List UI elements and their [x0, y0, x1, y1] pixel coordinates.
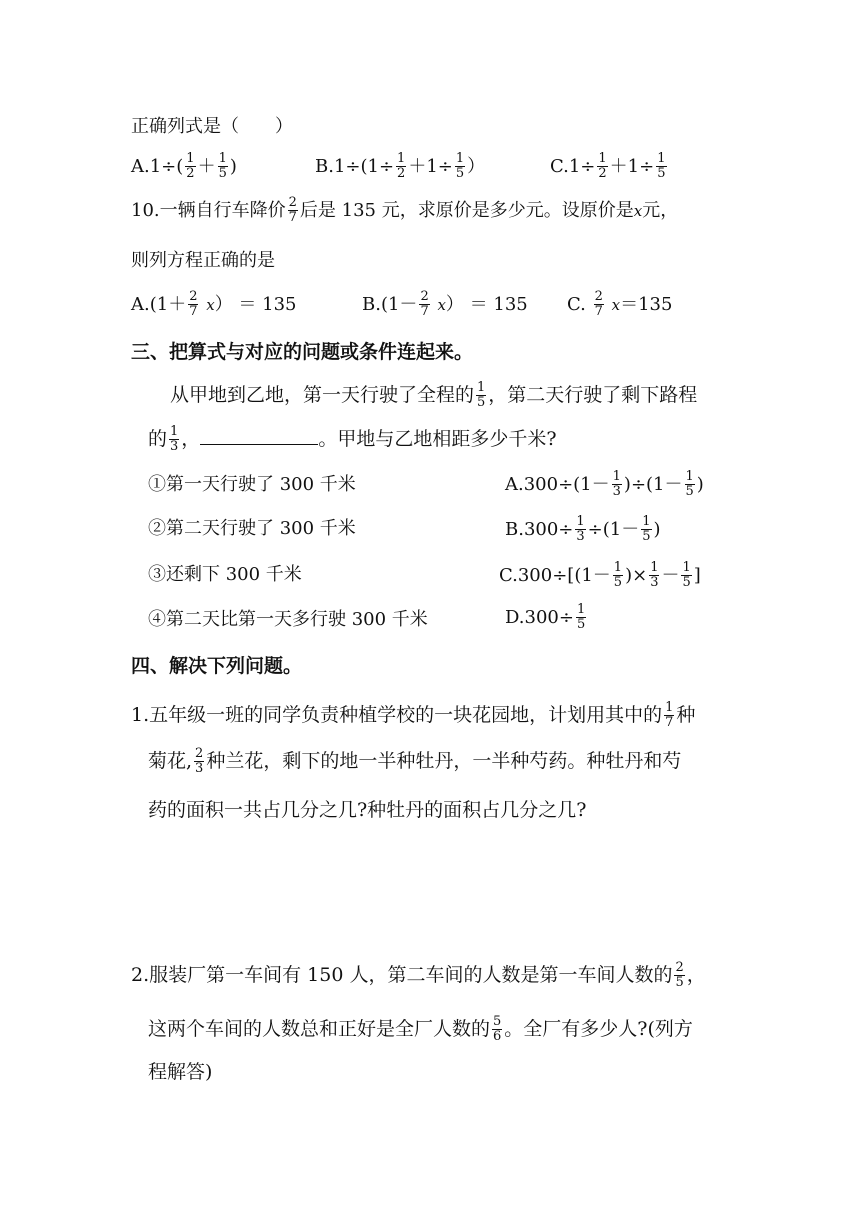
q9-prompt: 正确列式是（ ）	[131, 116, 293, 137]
match-left-1: ①第一天行驶了 300 千米	[148, 474, 356, 495]
fraction: $\frac{1}{5}$	[477, 379, 486, 410]
match-left-3: ③还剩下 300 千米	[148, 564, 302, 585]
fraction: $\frac{2}{3}$	[195, 745, 204, 776]
problem2-line3: 程解答)	[148, 1061, 213, 1083]
fraction: $\frac{2}{7}$	[288, 194, 297, 225]
problem2-line2: 这两个车间的人数总和正好是全厂人数的 $\frac{5}{6}$ 。全厂有多少人?(列方	[148, 1013, 693, 1044]
q10-option-a: A.(1＋ $\frac{2}{7}$ x） ＝ 135	[131, 288, 297, 319]
q10-option-b: B.(1－ $\frac{2}{7}$ x） ＝ 135	[362, 288, 528, 319]
fraction: $\frac{1}{3}$	[576, 513, 585, 544]
match-right-c: C.300÷[(1－ $\frac{1}{5}$ )× $\frac{1}{3}$ － $\frac{1}{5}$ ]	[499, 559, 701, 590]
fraction: $\frac{1}{3}$	[170, 423, 179, 454]
fraction: $\frac{5}{6}$	[493, 1013, 502, 1044]
q9-option-b: B.1÷(1÷ $\frac{1}{2}$ ＋1÷ $\frac{1}{5}$ ）	[315, 150, 486, 181]
match-right-a: A.300÷(1－ $\frac{1}{3}$ )÷(1－ $\frac{1}{5}$ )	[505, 468, 704, 499]
fraction: $\frac{1}{2}$	[598, 150, 607, 181]
fraction: $\frac{1}{3}$	[650, 559, 659, 590]
q10-option-c: C. $\frac{2}{7}$ x＝135	[567, 288, 673, 319]
fraction: $\frac{1}{5}$	[657, 150, 666, 181]
problem2-line1: 2.服装厂第一车间有 150 人，第二车间的人数是第一车间人数的 $\frac{2}{5}$ ，	[131, 959, 706, 990]
fraction: $\frac{1}{5}$	[685, 468, 694, 499]
match-right-d: D.300÷ $\frac{1}{5}$	[505, 602, 586, 632]
fraction: $\frac{1}{5}$	[455, 150, 465, 181]
match-left-4: ④第二天比第一天多行驶 300 千米	[148, 609, 428, 630]
fraction: $\frac{1}{3}$	[612, 468, 621, 499]
answer-blank[interactable]	[200, 428, 318, 445]
q10-line1: 10.一辆自行车降价 $\frac{2}{7}$ 后是 135 元，求原价是多少元。设原价是x元，	[131, 194, 679, 225]
match-left-2: ②第二天行驶了 300 千米	[148, 518, 356, 539]
fraction: $\frac{2}{7}$	[420, 288, 429, 319]
fraction: $\frac{2}{7}$	[594, 288, 603, 319]
problem1-line2: 菊花, $\frac{2}{3}$ 种兰花，剩下的地一半种牡丹，一半种芍药。种牡丹和芍	[148, 745, 682, 776]
fraction: $\frac{1}{2}$	[186, 150, 195, 181]
fraction: $\frac{1}{5}$	[576, 602, 586, 632]
match-right-b: B.300÷ $\frac{1}{3}$ ÷(1－ $\frac{1}{5}$ )	[505, 513, 661, 544]
fraction: $\frac{1}{5}$	[682, 559, 691, 590]
problem1-line1: 1.五年级一班的同学负责种植学校的一块花园地，计划用其中的 $\frac{1}{7}$ 种	[131, 699, 696, 730]
fraction: $\frac{2}{7}$	[189, 288, 198, 319]
fraction: $\frac{1}{5}$	[642, 513, 651, 544]
fraction: $\frac{1}{5}$	[613, 559, 623, 590]
section3-heading: 三、把算式与对应的问题或条件连起来。	[131, 341, 474, 363]
fraction: $\frac{1}{7}$	[665, 699, 674, 730]
q10-line2: 则列方程正确的是	[131, 250, 275, 271]
section3-stem-line2: 的 $\frac{1}{3}$ ， 。甲地与乙地相距多少千米?	[148, 423, 557, 454]
fraction: $\frac{2}{5}$	[675, 959, 684, 990]
fraction: $\frac{1}{2}$	[397, 150, 406, 181]
section3-stem-line1: 从甲地到乙地，第一天行驶了全程的 $\frac{1}{5}$ ，第二天行驶了剩下路程	[170, 379, 698, 410]
problem1-line3: 药的面积一共占几分之几?种牡丹的面积占几分之几?	[148, 799, 587, 821]
q9-option-c: C.1÷ $\frac{1}{2}$ ＋1÷ $\frac{1}{5}$	[550, 150, 666, 181]
fraction: $\frac{1}{5}$	[218, 150, 227, 181]
q9-option-a: A.1÷( $\frac{1}{2}$ ＋ $\frac{1}{5}$ )	[131, 150, 237, 181]
section4-heading: 四、解决下列问题。	[131, 655, 303, 677]
